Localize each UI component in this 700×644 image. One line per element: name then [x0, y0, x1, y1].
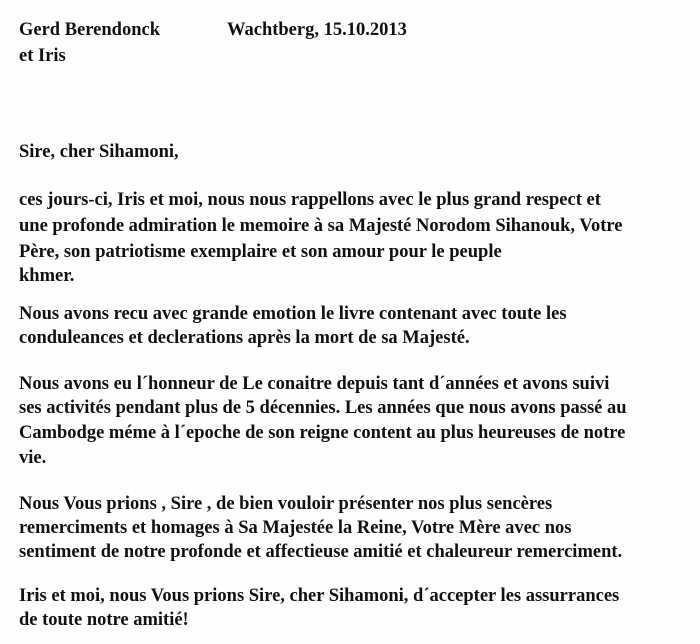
- paragraph-4-line-1: Nous Vous prions , Sire , de bien vouloir présenter nos plus sencères: [19, 494, 553, 514]
- paragraph-1-line-3: Père, son patriotisme exemplaire et son amour pour le peuple: [19, 242, 502, 262]
- paragraph-5-line-1: Iris et moi, nous Vous prions Sire, cher Sihamoni, d´accepter les assurrances: [19, 586, 620, 606]
- paragraph-5-line-2: de toute notre amitié!: [19, 610, 189, 630]
- paragraph-3-line-4: vie.: [19, 448, 47, 468]
- paragraph-4-line-2: remerciments et homages à Sa Majestée la Reine, Votre Mère avec nos: [19, 518, 572, 538]
- paragraph-1-line-2: une profonde admiration le memoire à sa Majesté Norodom Sihanouk, Votre: [19, 216, 623, 236]
- sender-co-signer: et Iris: [19, 46, 66, 66]
- place-and-date: Wachtberg, 15.10.2013: [227, 20, 407, 40]
- paragraph-1-line-4: khmer.: [19, 266, 75, 286]
- paragraph-4-line-3: sentiment de notre profonde et affectieuse amitié et chaleureur remerciment.: [19, 542, 623, 562]
- paragraph-2-line-2: conduleances et declerations après la mort de sa Majesté.: [19, 328, 470, 348]
- paragraph-1-line-1: ces jours-ci, Iris et moi, nous nous rappellons avec le plus grand respect et: [19, 190, 601, 210]
- paragraph-3-line-1: Nous avons eu l´honneur de Le conaitre depuis tant d´années et avons suivi: [19, 374, 610, 394]
- sender-name: Gerd Berendonck: [19, 20, 160, 40]
- salutation: Sire, cher Sihamoni,: [19, 142, 179, 162]
- paragraph-3-line-2: ses activités pendant plus de 5 décennies. Les années que nous avons passé au: [19, 398, 627, 418]
- paragraph-3-line-3: Cambodge méme à l´epoche de son reigne content au plus heureuses de notre: [19, 423, 626, 443]
- paragraph-2-line-1: Nous avons recu avec grande emotion le livre contenant avec toute les: [19, 304, 567, 324]
